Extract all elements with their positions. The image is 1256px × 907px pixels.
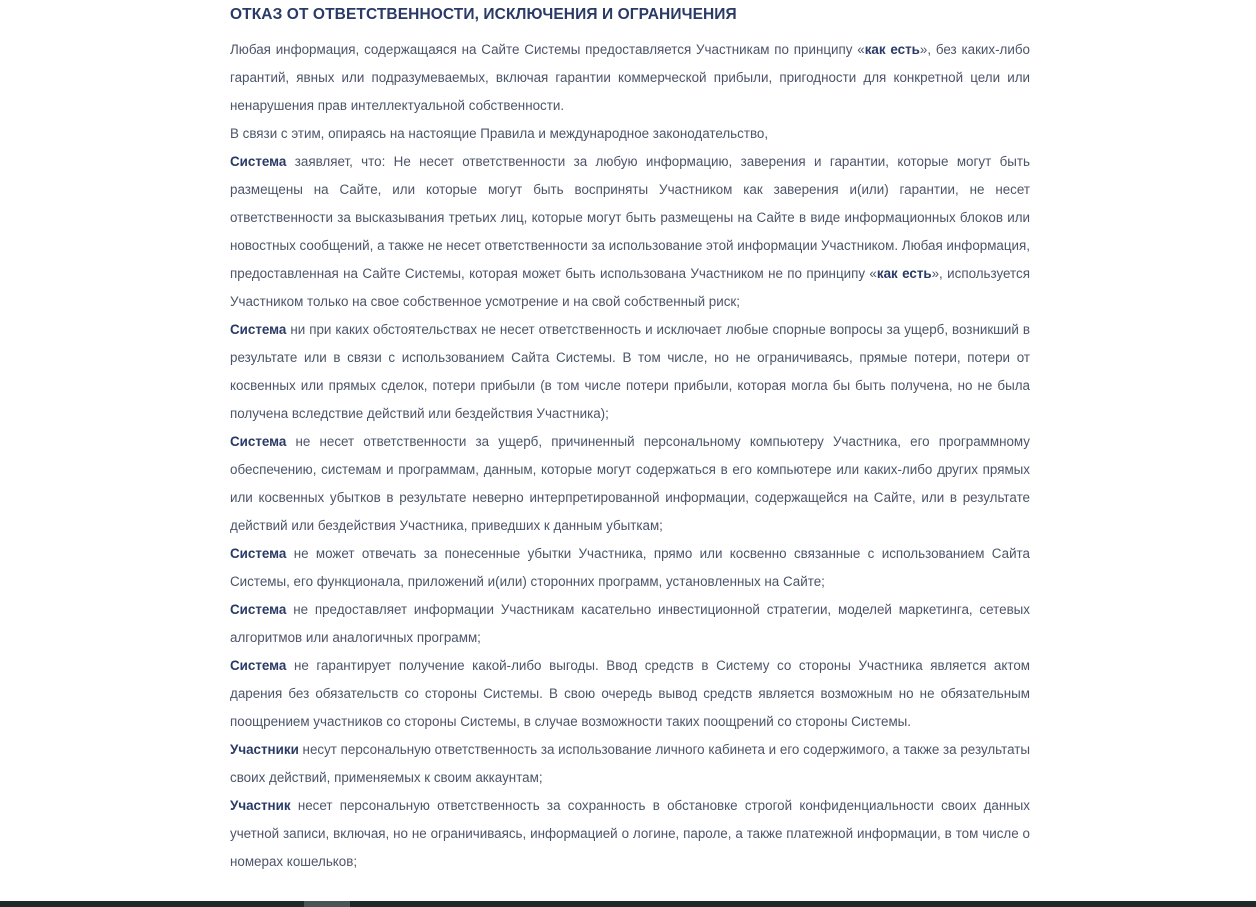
paragraph-text: не может отвечать за понесенные убытки Участника, прямо или косвенно связанные с использованием Сайта Системы, его функционала, приложений и(или) сторонних программ, установленных на Сайте; [230, 546, 1030, 589]
paragraph-text: не несет ответственности за ущерб, причиненный персональному компьютеру Участника, его программному обеспечению, системам и программам, данным, которые могут содержаться в его компьютере или каких-либо других прямых или косвенных убытков в результате неверно интерпретированной информации, содержащейся на Сайте, или в результате действий или бездействия Участника, приведших к данным убыткам; [230, 434, 1030, 533]
paragraph-text: », используется Участником только на свое собственное усмотрение и на свой собственный риск; [230, 266, 1030, 309]
paragraph-participant-confidentiality [230, 792, 1030, 876]
paragraph-text: не предоставляет информации Участникам касательно инвестиционной стратегии, моделей маркетинга, сетевых алгоритмов или аналогичных программ; [230, 602, 1030, 645]
disclaimer-section [230, 0, 1030, 876]
bottom-taskbar [0, 901, 1256, 907]
paragraph-lead: Система [230, 602, 287, 617]
paragraph-text: заявляет, что: Не несет ответственности за любую информацию, заверения и гарантии, которые могут быть размещены на Сайте, или которые могут быть восприняты Участником как заверения и(или) гарантии, не несет ответственности за высказывания третьих лиц, которые могут быть размещены на Сайте в виде информационных блоков или новостных сообщений, а также не несет ответственности за использование этой информации Участником. Любая информация, предоставленная на Сайте Системы, которая может быть использована Участником не по принципу « [230, 154, 1030, 281]
paragraph-text: В связи с этим, опираясь на настоящие Правила и международное законодательство, [230, 126, 769, 141]
paragraph-no-profit-guarantee [230, 652, 1030, 736]
paragraph-lead: Система [230, 546, 287, 561]
paragraph-text: не гарантирует получение какой-либо выгоды. Ввод средств в Систему со стороны Участника является актом дарения без обязательств со стороны Системы. В свою очередь вывод средств является возможным но не обязательным поощрением участников со стороны Системы, в случае возможности таких поощрений со стороны Системы. [230, 658, 1030, 729]
as-is-term: как есть [876, 266, 932, 281]
paragraph-lead: Система [230, 434, 287, 449]
paragraph-text: ни при каких обстоятельствах не несет ответственность и исключает любые спорные вопросы за ущерб, возникший в результате или в связи с использованием Сайта Системы. В том числе, но не ограничиваясь, прямые потери, потери от косвенных или прямых сделок, потери прибыли (в том числе потери прибыли, которая могла бы быть получена, но не была получена вследствие действий или бездействия Участника); [230, 322, 1030, 421]
paragraph-text: несет персональную ответственность за сохранность в обстановке строгой конфиденциальности своих данных учетной записи, включая, но не ограничиваясь, информацией о логине, пароле, а также платежной информации, в том числе о номерах кошельков; [230, 798, 1030, 869]
paragraph-intro [230, 120, 1030, 148]
paragraph-text: Любая информация, содержащаяся на Сайте Системы предоставляется Участникам по принципу « [230, 42, 865, 57]
paragraph-lead: Система [230, 322, 287, 337]
section-title: ОТКАЗ ОТ ОТВЕТСТВЕННОСТИ, ИСКЛЮЧЕНИЯ И ОГРАНИЧЕНИЯ [230, 6, 737, 23]
paragraph-lead: Участники [230, 742, 299, 757]
paragraph-computer-damage [230, 428, 1030, 540]
paragraph-lead: Система [230, 154, 287, 169]
paragraph-lead: Система [230, 658, 287, 673]
as-is-term: как есть [864, 42, 920, 57]
paragraph-no-investment-info [230, 596, 1030, 652]
paragraph-participants-responsibility [230, 736, 1030, 792]
paragraph-lead: Участник [230, 798, 291, 813]
paragraph-as-is [230, 36, 1030, 120]
paragraph-no-liability-damage [230, 316, 1030, 428]
paragraph-text: », без каких-либо гарантий, явных или подразумеваемых, включая гарантии коммерческой прибыли, пригодности для конкретной цели или ненарушения прав интеллектуальной собственности. [230, 42, 1030, 113]
paragraph-user-losses [230, 540, 1030, 596]
taskbar-active-item[interactable] [304, 901, 350, 907]
paragraph-text: несут персональную ответственность за использование личного кабинета и его содержимого, а также за результаты своих действий, применяемых к своим аккаунтам; [230, 742, 1030, 785]
paragraph-system-statement [230, 148, 1030, 316]
